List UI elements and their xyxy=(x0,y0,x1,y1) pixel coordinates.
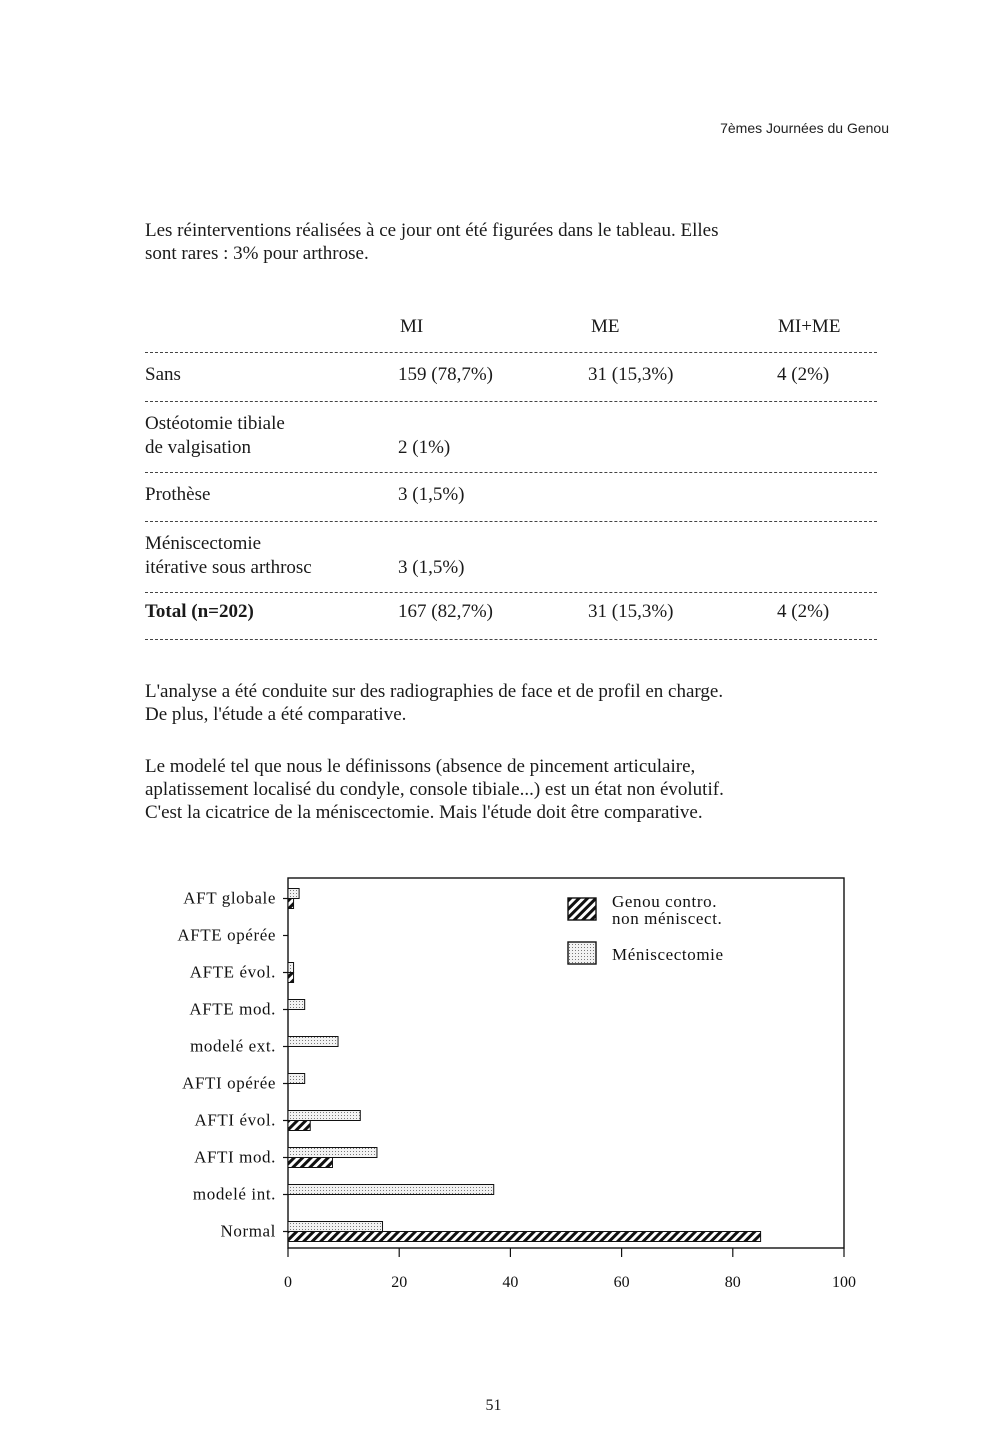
row-label xyxy=(145,412,285,460)
text-line: Le modelé tel que nous le définissons (absence de pincement articulaire, xyxy=(145,756,696,777)
row-label-line: itérative sous arthrosc xyxy=(145,557,312,578)
col-header-me: ME xyxy=(591,316,620,337)
y-tick-label: Normal xyxy=(220,1221,276,1241)
row-label-line: de valgisation xyxy=(145,437,252,458)
table-row xyxy=(145,522,877,593)
bar-meniscectomie xyxy=(288,1148,377,1158)
row-label-line: Méniscectomie xyxy=(145,533,262,554)
legend-label: Genou contro. xyxy=(612,892,718,911)
legend-swatch-dotted xyxy=(568,942,596,964)
col-header-mi-me: MI+ME xyxy=(778,316,841,337)
col-header-mi: MI xyxy=(400,316,424,337)
cell-mi: 3 (1,5%) xyxy=(398,484,465,505)
cell-mi: 3 (1,5%) xyxy=(398,557,465,578)
legend-label: non méniscect. xyxy=(612,909,723,928)
bar-meniscectomie xyxy=(288,1074,305,1084)
legend-swatch-hatched xyxy=(568,898,596,920)
x-tick-label: 20 xyxy=(391,1274,408,1291)
text-line: Les réinterventions réalisées à ce jour ont été figurées dans le tableau. Elles xyxy=(145,220,719,241)
text-line: L'analyse a été conduite sur des radiographies de face et de profil en charge. xyxy=(145,681,724,702)
cell-mi-me: 4 (2%) xyxy=(777,364,830,385)
row-label: Prothèse xyxy=(145,484,211,505)
row-label-line: Ostéotomie tibiale xyxy=(145,413,285,434)
cell-me: 31 (15,3%) xyxy=(588,364,674,385)
bar-chart xyxy=(140,860,870,1310)
y-tick-label: AFTI mod. xyxy=(194,1147,276,1167)
total-me: 31 (15,3%) xyxy=(588,601,674,622)
total-mi-me: 4 (2%) xyxy=(777,601,830,622)
cell-mi: 2 (1%) xyxy=(398,437,451,458)
x-tick-label: 80 xyxy=(724,1274,741,1291)
bar-meniscectomie xyxy=(288,1222,383,1232)
x-tick-label: 0 xyxy=(284,1274,292,1291)
y-tick-label: modelé ext. xyxy=(190,1036,276,1056)
page-number: 51 xyxy=(485,1397,502,1414)
text-line: De plus, l'étude a été comparative. xyxy=(145,704,407,725)
row-label: Sans xyxy=(145,364,181,385)
bar-meniscectomie xyxy=(288,889,299,899)
text-line: C'est la cicatrice de la méniscectomie. Mais l'étude doit être comparative. xyxy=(145,802,703,823)
y-tick-label: AFTE mod. xyxy=(189,999,276,1019)
y-tick-label: AFT globale xyxy=(183,888,276,908)
running-header: 7èmes Journées du Genou xyxy=(720,120,889,136)
table-row xyxy=(145,473,877,522)
text-line: sont rares : 3% pour arthrose. xyxy=(145,243,369,264)
bar-meniscectomie xyxy=(288,1037,338,1047)
row-label xyxy=(145,532,312,580)
bar-meniscectomie xyxy=(288,1111,360,1121)
y-tick-label: modelé int. xyxy=(192,1184,276,1204)
x-tick-label: 100 xyxy=(832,1274,856,1291)
reintervention-table xyxy=(145,312,877,640)
bar-genou-contro xyxy=(288,899,294,909)
y-tick-label: AFTI évol. xyxy=(194,1110,276,1130)
y-tick-label: AFTE opérée xyxy=(177,925,276,945)
paragraph-analysis xyxy=(145,680,915,726)
table-row xyxy=(145,353,877,402)
table-row xyxy=(145,402,877,473)
paragraph-reinterventions xyxy=(145,219,915,265)
bar-genou-contro xyxy=(288,1232,761,1242)
y-tick-label: AFTI opérée xyxy=(182,1073,276,1093)
table-total-row xyxy=(145,593,877,640)
y-tick-label: AFTE évol. xyxy=(189,962,276,982)
bar-genou-contro xyxy=(288,973,294,983)
bar-genou-contro xyxy=(288,1121,310,1131)
text-line: aplatissement localisé du condyle, console tibiale...) est un état non évolutif. xyxy=(145,779,724,800)
bar-meniscectomie xyxy=(288,963,294,973)
x-tick-label: 60 xyxy=(613,1274,630,1291)
bar-meniscectomie xyxy=(288,1000,305,1010)
paragraph-modele xyxy=(145,755,915,824)
total-label: Total (n=202) xyxy=(145,601,254,622)
bar-genou-contro xyxy=(288,1158,332,1168)
total-mi: 167 (82,7%) xyxy=(398,601,493,622)
cell-mi: 159 (78,7%) xyxy=(398,364,493,385)
bar-meniscectomie xyxy=(288,1185,494,1195)
legend-label: Méniscectomie xyxy=(612,945,724,964)
x-tick-label: 40 xyxy=(502,1274,519,1291)
table-header-row xyxy=(145,312,877,353)
